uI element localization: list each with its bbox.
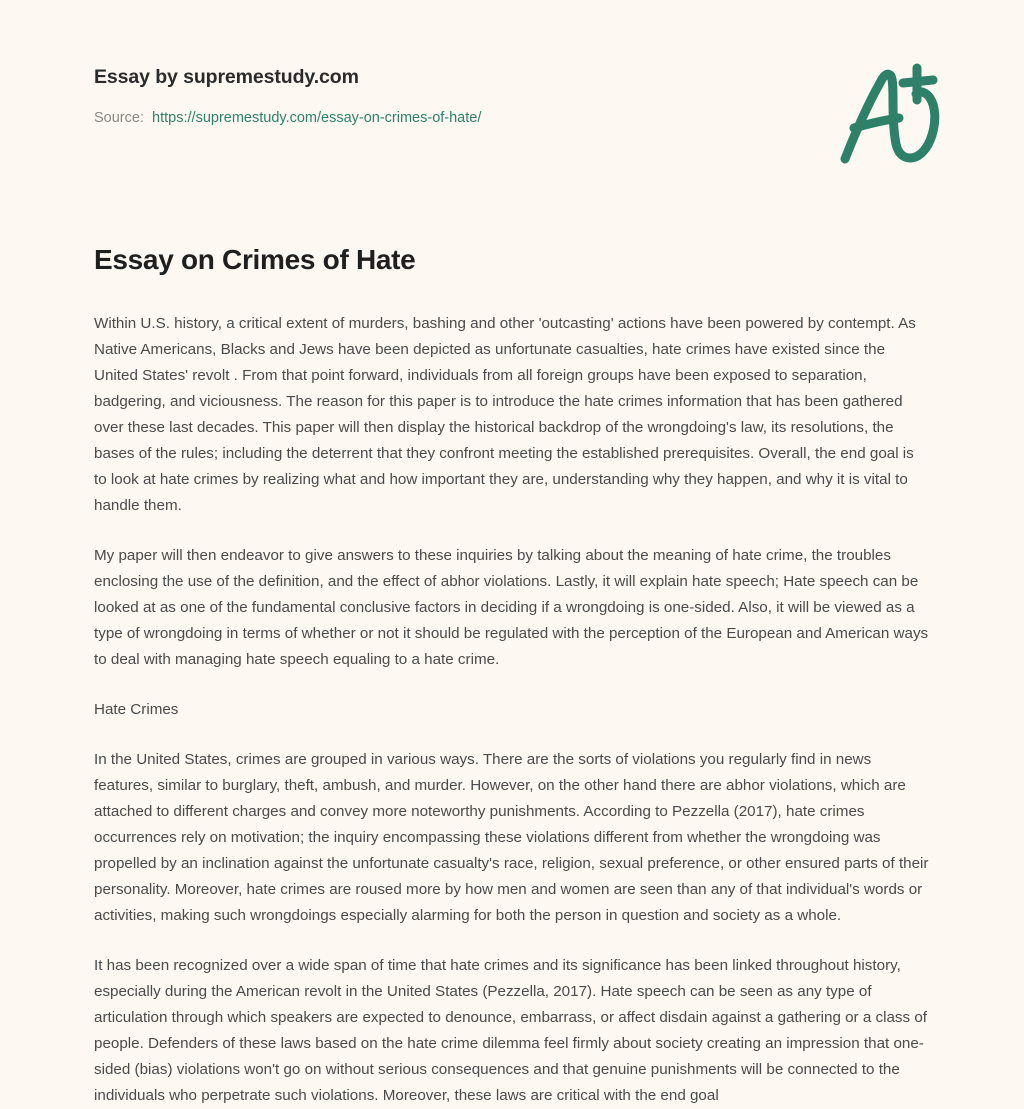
article-container [0, 242, 1024, 1109]
page-header [0, 0, 1024, 180]
paragraph: My paper will then endeavor to give answers to these inquiries by talking about the meaning of hate crime, the troubles enclosing the use of the definition, and the effect of abhor violations. Lastly, it will explain hate speech; Hate speech can be looked at as one of the fundamental conclusive factors in deciding if a wrongdoing is one-sided. Also, it will be viewed as a type of wrongdoing in terms of whether or not it should be regulated with the perception of the European and American ways to deal with managing hate speech equaling to a hate crime. [94, 547, 929, 668]
article-body [94, 311, 930, 1109]
page-title: Essay on Crimes of Hate [94, 244, 416, 275]
paragraph: In the United States, crimes are grouped in various ways. There are the sorts of violations you regularly find in news features, similar to burglary, theft, ambush, and murder. However, on the other hand there are abhor violations, which are attached to different charges and convey more noteworthy punishments. According to Pezzella (2017), hate crimes occurrences rely on motivation; the inquiry encompassing these violations different from whether the wrongdoing was propelled by an inclination against the unfortunate casualty's race, religion, sexual preference, or other ensured parts of their personality. Moreover, hate crimes are roused more by how men and women are seen than any of that individual's words or activities, making such wrongdoings especially alarming for both the person in question and society as a whole. [94, 751, 929, 924]
source-line [94, 110, 930, 127]
a-plus-logo-icon [830, 62, 950, 167]
paragraph: Within U.S. history, a critical extent of murders, bashing and other 'outcasting' actions have been powered by contempt. As Native Americans, Blacks and Jews have been depicted as unfortunate casualties, hate crimes have existed since the United States' revolt . From that point forward, individuals from all foreign groups have been exposed to separation, badgering, and viciousness. The reason for this paper is to introduce the hate crimes information that has been gathered over these last decades. This paper will then display the historical backdrop of the wrongdoing's law, its resolutions, the bases of the rules; including the deterrent that they confront meeting the established prerequisites. Overall, the end goal is to look at hate crimes by realizing what and how important they are, understanding why they happen, and why it is vital to handle them. [94, 315, 916, 514]
section-heading-hate-crimes: Hate Crimes [94, 701, 179, 718]
source-label: Source: [94, 110, 144, 127]
source-url-link[interactable]: https://supremestudy.com/essay-on-crimes-of-hate/ [152, 110, 482, 127]
paragraph: It has been recognized over a wide span of time that hate crimes and its significance has been linked throughout history, especially during the American revolt in the United States (Pezzella, 2017). Hate speech can be seen as any type of articulation through which speakers are expected to denounce, embarrass, or affect disdain against a gathering or a class of people. Defenders of these laws based on the hate crime dilemma feel firmly about society creating an impression that one-sided (bias) violations won't go on without serious consequences and that genuine punishments will be connected to the individuals who perpetrate such violations. Moreover, these laws are critical with the end goal [94, 957, 927, 1104]
brand-title: Essay by supremestudy.com [94, 66, 359, 88]
